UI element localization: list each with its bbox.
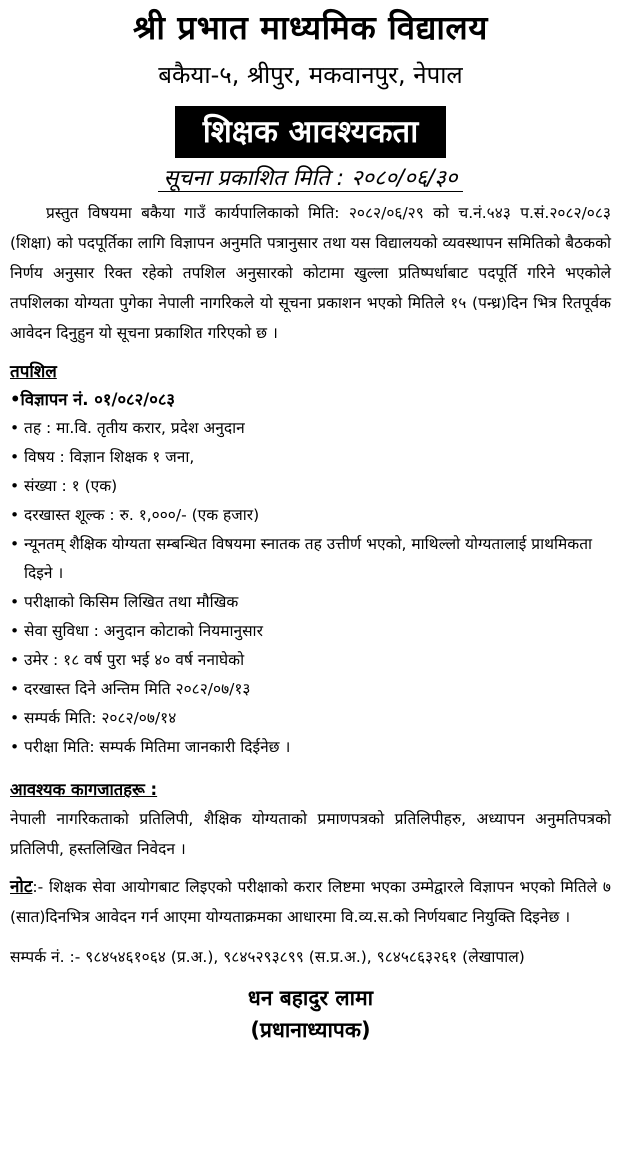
signer-title: (प्रधानाध्यापक) [250, 1018, 371, 1042]
published-date-line [10, 164, 611, 194]
details-list [10, 414, 611, 762]
detail-qualification: • न्यूनतम् शैक्षिक योग्यता सम्बन्धित विषयमा स्नातक तह उत्तीर्ण भएको, माथिल्लो योग्यतालाई प्राथमिकता दिइने । [10, 530, 611, 588]
detail-subject: • विषय : विज्ञान शिक्षक १ जना, [10, 443, 611, 472]
detail-fee: • दरखास्त शूल्क : रु. १,०००/- (एक हजार) [10, 501, 611, 530]
detail-exam-date: • परीक्षा मिति: सम्पर्क मितिमा जानकारी दिईनेछ । [10, 733, 611, 762]
published-date: सूचना प्रकाशित मिति : २०८०/०६/३० [158, 166, 464, 192]
detail-age: • उमेर : १८ वर्ष पुरा भई ४० वर्ष ननाघेको [10, 646, 611, 675]
details-heading: तपशिल [10, 362, 57, 382]
detail-exam-type: • परीक्षाको किसिम लिखित तथा मौखिक [10, 588, 611, 617]
school-address: बकैया-५, श्रीपुर, मकवानपुर, नेपाल [158, 61, 463, 89]
advert-number: •विज्ञापन नं. ०१/०८२/०८३ [10, 390, 175, 409]
note-text: :- शिक्षक सेवा आयोगबाट लिइएको परीक्षाको करार लिष्टमा भएका उम्मेद्वारले विज्ञापन भएको मितिले ७ (सात)दिनभित्र आवेदन गर्न आएमा योग्यताक्रमका आधारमा वि.व्य.स.को निर्णयबाट नियुक्ति दिइनेछ । [10, 878, 611, 926]
documents-heading: आवश्यक कागजातहरू : [10, 780, 158, 799]
intro-paragraph: प्रस्तुत विषयमा बकैया गाउँ कार्यपालिकाको मिति: २०८२/०६/२९ को च.नं.५४३ प.सं.२०८२/०८३ (शिक्षा) को पदपूर्तिका लागि विज्ञापन अनुमति पत्रानुसार तथा यस विद्यालयको व्यवस्थापन समितिको बैठकको निर्णय अनुसार रिक्त रहेको तपशिल अनुसारको कोटामा खुल्ला प्रतिष्पर्धाबाट पदपूर्ति गरिने भएकोले तपशिलका योग्यता पुगेका नेपाली नागरिकले यो सूचना प्रकाशन भएको मितिले १५ (पन्ध्र)दिन भित्र रितपूर्वक आवेदन दिनुहुन यो सूचना प्रकाशित गरिएको छ । [10, 204, 611, 342]
detail-deadline: • दरखास्त दिने अन्तिम मिति २०८२/०७/१३ [10, 675, 611, 704]
note-paragraph [10, 872, 611, 932]
detail-count: • संख्या : १ (एक) [10, 472, 611, 501]
detail-contact-date: • सम्पर्क मिति: २०८२/०७/१४ [10, 704, 611, 733]
detail-level: • तह : मा.वि. तृतीय करार, प्रदेश अनुदान [10, 414, 611, 443]
detail-benefits: • सेवा सुविधा : अनुदान कोटाको नियमानुसार [10, 617, 611, 646]
banner-wrap [10, 106, 611, 158]
contact-numbers: सम्पर्क नं. :- ९८४५४६१०६४ (प्र.अ.), ९८४५२९३८९९ (स.प्र.अ.), ९८४५८६३२६१ (लेखापाल) [10, 948, 525, 966]
school-name: श्री प्रभात माध्यमिक विद्यालय [133, 8, 488, 47]
note-label: नोट [10, 877, 33, 897]
notice-banner: शिक्षक आवश्यकता [175, 106, 447, 158]
documents-text: नेपाली नागरिकताको प्रतिलिपी, शैक्षिक योग्यताको प्रमाणपत्रको प्रतिलिपीहरु, अध्यापन अनुमतिपत्रको प्रतिलिपी, हस्तलिखित निवेदन । [10, 810, 611, 858]
signer-name: धन बहादुर लामा [247, 986, 374, 1010]
